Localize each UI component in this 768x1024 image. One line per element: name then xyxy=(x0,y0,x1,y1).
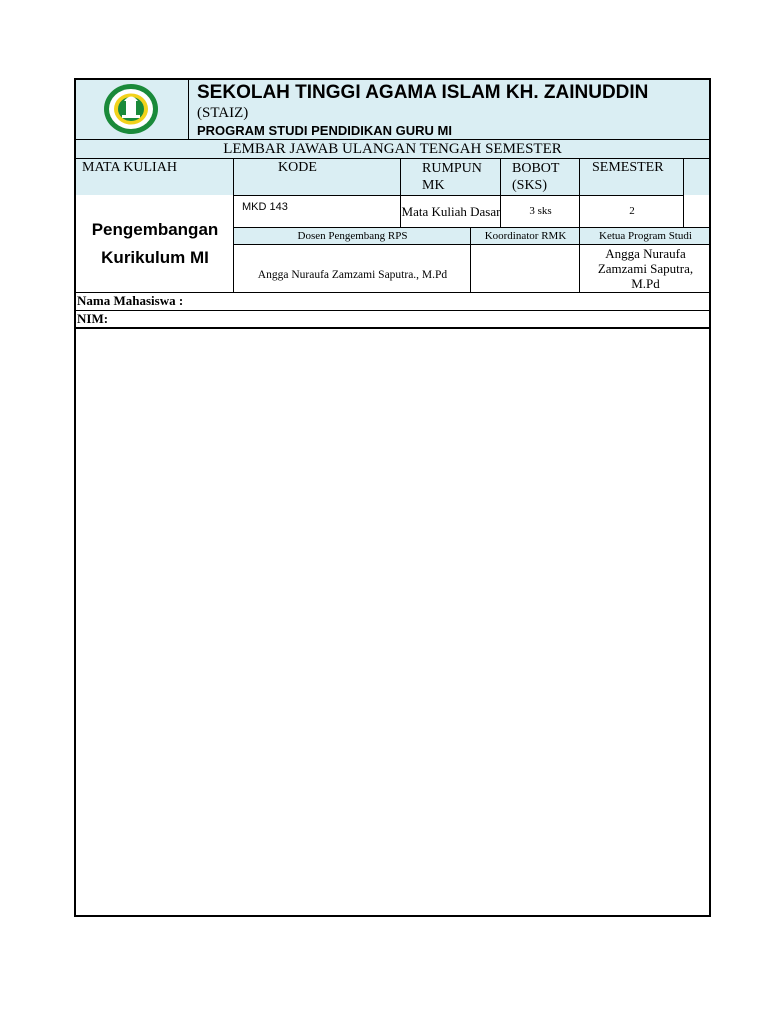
program-name: PROGRAM STUDI PENDIDIKAN GURU MI xyxy=(197,123,452,138)
student-name-field[interactable] xyxy=(204,293,709,310)
dosen-name: Angga Nuraufa Zamzami Saputra., M.Pd xyxy=(257,268,448,281)
col-header-rumpun: RUMPUN MK xyxy=(422,161,482,193)
dosen-label: Dosen Pengembang RPS xyxy=(297,229,408,242)
col-header-bobot: BOBOT (SKS) xyxy=(512,161,560,193)
answer-area[interactable] xyxy=(76,329,709,915)
student-nim-field[interactable] xyxy=(114,311,709,327)
course-semester: 2 xyxy=(629,205,635,217)
course-bobot: 3 sks xyxy=(529,205,552,217)
course-name-cell xyxy=(74,195,234,293)
course-rumpun: Mata Kuliah Dasar xyxy=(401,203,501,219)
koordinator-label: Koordinator RMK xyxy=(484,229,567,242)
koordinator-name xyxy=(471,244,580,293)
institution-abbreviation: (STAIZ) xyxy=(197,105,249,121)
student-nim-label: NIM: xyxy=(77,311,109,326)
institution-name: SEKOLAH TINGGI AGAMA ISLAM KH. ZAINUDDIN xyxy=(197,82,649,103)
course-kode: MKD 143 xyxy=(242,201,288,213)
ketua-label: Ketua Program Studi xyxy=(599,229,692,242)
title-cell xyxy=(189,78,711,140)
col-header-semester: SEMESTER xyxy=(592,160,664,175)
col-header-mata-kuliah: MATA KULIAH xyxy=(82,160,177,175)
col-header-kode: KODE xyxy=(278,160,317,175)
institution-seal-icon xyxy=(102,82,160,136)
logo-cell xyxy=(74,78,189,140)
sheet-title: LEMBAR JAWAB ULANGAN TENGAH SEMESTER xyxy=(74,140,711,159)
student-name-label: Nama Mahasiswa : xyxy=(77,293,184,308)
course-name: Pengembangan Kurikulum MI xyxy=(91,220,219,267)
ketua-name: Angga Nuraufa Zamzami Saputra, M.Pd xyxy=(597,246,694,291)
